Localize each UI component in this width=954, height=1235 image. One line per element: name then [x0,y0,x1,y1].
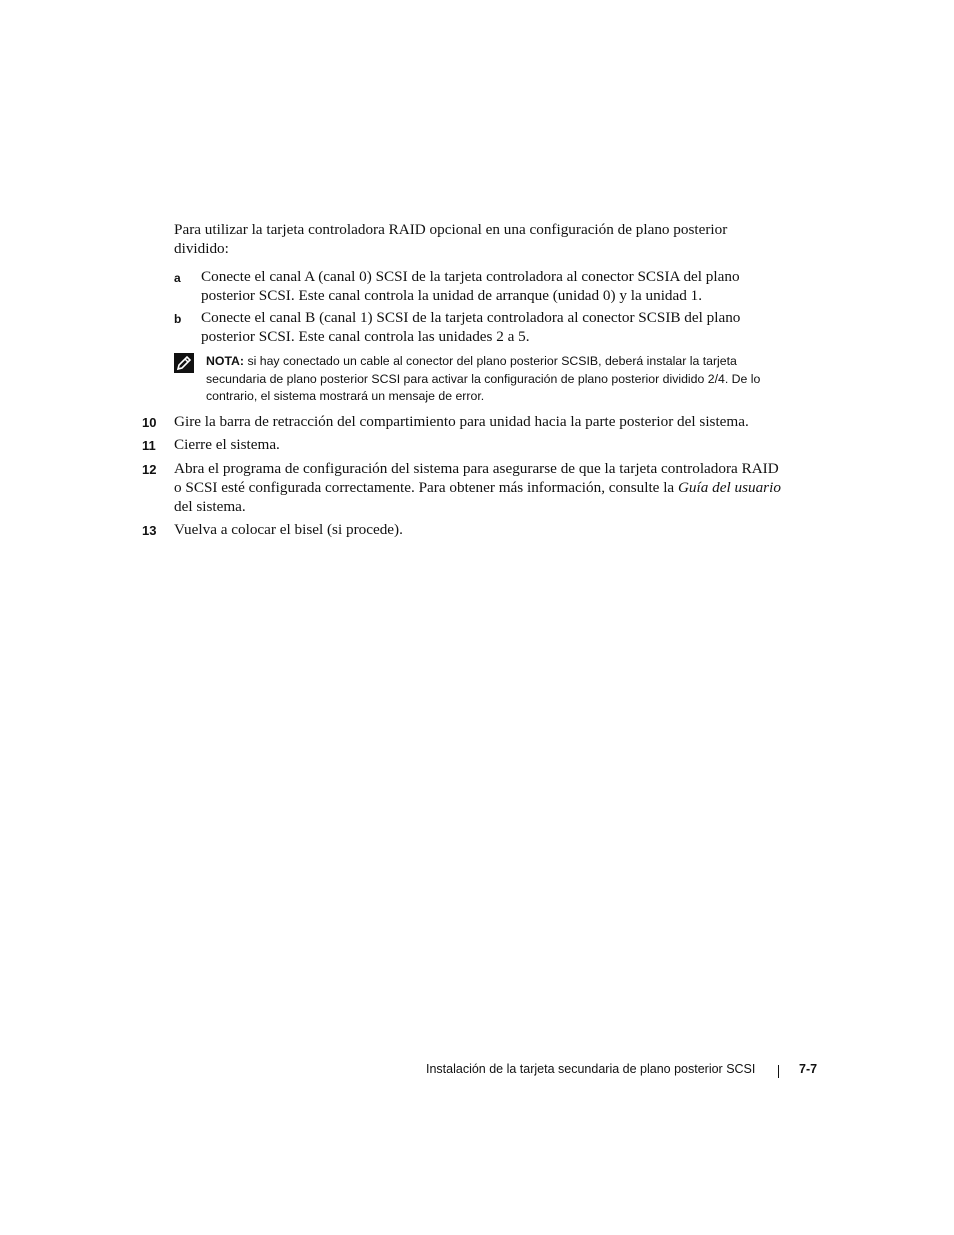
step-text: Vuelva a colocar el bisel (si procede). [174,521,403,538]
footer-separator [778,1065,779,1078]
sub-item-text: Conecte el canal B (canal 1) SCSI de la tarjeta controladora al conector SCSIB del plano posterior SCSI. Este canal controla las unidades 2 a 5. [201,309,741,345]
note-box [174,353,774,406]
step-text-part: del sistema. [174,498,246,515]
sub-item-marker: b [174,312,182,326]
note-label: NOTA: [206,354,245,368]
note-body: si hay conectado un cable al conector del plano posterior SCSIB, deberá instalar la tarjeta secundaria de plano posterior SCSI para activar la configuración de plano posterior dividido 2/4. De lo contrario, el sistema mostrará un mensaje de error. [206,354,761,403]
guide-title: Guía del usuario [677,479,781,496]
sub-item-text: Conecte el canal A (canal 0) SCSI de la tarjeta controladora al conector SCSIA del plano posterior SCSI. Este canal controla la unidad de arranque (unidad 0) y la unidad 1. [201,268,740,304]
page-footer [426,1062,826,1082]
note-text [206,353,774,406]
step-text-part: Abra el programa de configuración del sistema para asegurarse de que la tarjeta controladora RAID o SCSI esté configurada correctamente. Para obtener más información, consulte la [174,460,779,496]
step-text [174,459,782,516]
page-number: 7-7 [799,1062,818,1076]
intro-paragraph: Para utilizar la tarjeta controladora RAID opcional en una configuración de plano posterior dividido: [174,221,728,257]
pencil-note-icon [174,353,194,373]
step-text: Cierre el sistema. [174,436,280,453]
step-item [142,520,782,539]
step-number: 12 [142,462,157,477]
step-text: Gire la barra de retracción del compartimiento para unidad hacia la parte posterior del sistema. [174,413,749,430]
step-number: 11 [142,438,156,453]
step-item [142,435,782,454]
sub-item-a [174,267,774,305]
sub-item-b [174,308,774,346]
sub-item-marker: a [174,271,181,285]
step-number: 10 [142,415,157,430]
footer-title: Instalación de la tarjeta secundaria de plano posterior SCSI [426,1062,756,1076]
step-number: 13 [142,523,157,538]
step-item [142,412,782,431]
step-item [142,459,782,516]
